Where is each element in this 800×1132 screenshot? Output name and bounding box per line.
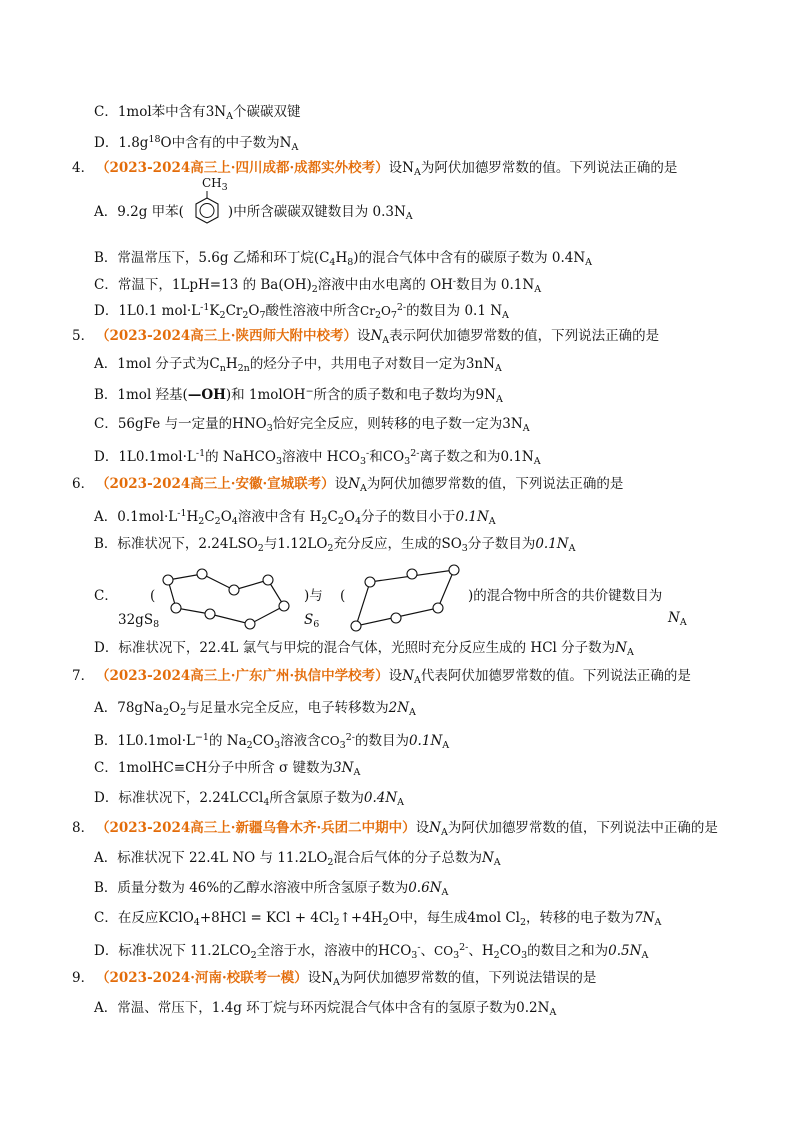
question-source: （2023-2024高三上·安徽·宣城联考） — [96, 476, 335, 492]
option-label: A． — [94, 204, 118, 220]
option-label: D． — [94, 640, 119, 656]
option-label: D． — [94, 449, 119, 465]
question-6-stem: 6． （2023-2024高三上·安徽·宣城联考）设$N_A$为阿伏加德罗常数的值，下列说法正确的是 — [72, 476, 624, 494]
q7-option-b: B．$1L0.1mol\cdot L^{-1}$的 $Na_2CO_3$溶液含$CO_3^{2-}$的数目为$0.1N_A$ — [94, 732, 450, 751]
q7-option-c: C．1molHC≡CH分子中所含 σ 键数为$3N_A$ — [94, 760, 361, 778]
q6-option-c-label — [94, 586, 118, 606]
q9-option-a: A．常温、常压下，1.4g 环丁烷与环丙烷混合气体中含有的氢原子数为$0.2N_A$ — [94, 1000, 557, 1018]
question-9-stem: 9． （2023-2024·河南·校联考一模）设$N_A$为阿伏加德罗常数的值，下列说法错误的是 — [72, 970, 597, 988]
question-number: 6． — [72, 476, 95, 492]
question-number: 8． — [72, 820, 95, 836]
option-label: B． — [94, 880, 118, 896]
s6-ring-structure — [350, 560, 468, 638]
question-source: （2023-2024高三上·四川成都·成都实外校考） — [96, 160, 389, 176]
toluene-structure: $CH_3$ — [190, 176, 240, 230]
option-label: D． — [94, 790, 119, 806]
option-label: A． — [94, 1000, 118, 1016]
q6-option-d: D．标准状况下，22.4L 氯气与甲烷的混合气体，光照时充分反应生成的 HCl 分子数为$N_A$ — [94, 640, 634, 658]
question-source: （2023-2024高三上·新疆乌鲁木齐·兵团二中期中） — [96, 820, 416, 836]
option-label: D． — [94, 135, 119, 151]
option-label: A． — [94, 356, 118, 372]
question-4-stem: 4． （2023-2024高三上·四川成都·成都实外校考）设$N_A$为阿伏加德罗常数的值。下列说法正确的是 — [72, 160, 678, 178]
q8-option-b: B．质量分数为 46%的乙醇水溶液中所含氢原子数为$0.6N_A$ — [94, 880, 449, 898]
question-source: （2023-2024高三上·陕西师大附中校考） — [96, 328, 357, 344]
q4-option-a: A．9.2g 甲苯( )中所含碳碳双键数目为 $0.3N_A$ — [94, 204, 413, 222]
q8-option-c: C．在反应KClO$_4$+8HCl = KCl + $4Cl_2↑+4H_2O$中，每生成4mol $Cl_2$，转移的电子数为$7N_A$ — [94, 910, 662, 928]
q7-option-a: A．$78gNa_2O_2$与足量水完全反应，电子转移数为$2N_A$ — [94, 700, 416, 718]
question-7-stem: 7． （2023-2024高三上·广东广州·执信中学校考）设$N_A$代表阿伏加德罗常数的值。下列说法正确的是 — [72, 668, 691, 686]
question-number: 7． — [72, 668, 95, 684]
option-label: C． — [94, 588, 118, 604]
s8-mass-label: $32gS_8$ — [118, 612, 160, 630]
q4-option-c: C．常温下，1LpH=13 的 $Ba(OH)_2$溶液中由水电离的 OH-数目为 $0.1N_A$ — [94, 276, 542, 295]
option-label: D． — [94, 943, 119, 959]
question-number: 9． — [72, 970, 95, 986]
question-number: 5． — [72, 328, 95, 344]
q5-option-a: A．1mol 分子式为$C_nH_{2n}$的烃分子中，共用电子对数目一定为$3nN_A$ — [94, 356, 502, 374]
q6-option-b: B．标准状况下，$2.24LSO_2$与$1.12LO_2$充分反应，生成的$SO_3$分子数目为$0.1N_A$ — [94, 536, 576, 554]
q7-option-d: D．标准状况下，2.24LCCl$_4$所含氯原子数为$0.4N_A$ — [94, 790, 405, 808]
option-label: B． — [94, 733, 118, 749]
option-label: C． — [94, 416, 118, 432]
option-label: C． — [94, 277, 118, 293]
q8-option-d: D．标准状况下 $11.2LCO_2$全溶于水，溶液中的$HCO_3^-$、$CO_3^{2-}$、$H_2CO_3$的数目之和为$0.5N_A$ — [94, 942, 649, 961]
q8-option-a: A．标准状况下 22.4L NO 与 $11.2LO_2$混合后气体的分子总数为$N_A$ — [94, 850, 501, 868]
q5-option-c: C．56gFe 与一定量的$HNO_3$恰好完全反应，则转移的电子数一定为$3N_A$ — [94, 416, 530, 434]
question-source: （2023-2024高三上·广东广州·执信中学校考） — [96, 668, 389, 684]
s6-label: $S_6$ — [304, 612, 320, 630]
s8-ring-structure — [158, 566, 298, 632]
option-label: A． — [94, 700, 118, 716]
q6-option-a: A．$0.1mol\cdot L^{-1}H_2C_2O_4$溶液中含有 $H_2C_2O_4$分子的数目小于$0.1N_A$ — [94, 508, 496, 527]
option-label: A． — [94, 509, 118, 525]
option-label: D． — [94, 303, 119, 319]
q4-option-d: D．1L0.1 $mol\cdot L^{-1}K_2Cr_2O_7$酸性溶液中所含$Cr_2O_7^{2-}$的数目为 0.1 $N_A$ — [94, 302, 509, 321]
question-source: （2023-2024·河南·校联考一模） — [96, 970, 308, 986]
q3-option-d: D．$1.8g^{18}O$中含有的中子数为$N_A$ — [94, 134, 299, 153]
q5-option-d: D．$1L0.1mol\cdot L^{-1}$的 NaHCO$_3$溶液中 $HCO_3^-$和$CO_3^{2-}$离子数之和为$0.1N_A$ — [94, 448, 541, 467]
question-5-stem: 5． （2023-2024高三上·陕西师大附中校考）设$N_A$表示阿伏加德罗常数的值，下列说法正确的是 — [72, 328, 660, 346]
q4-option-b: B．常温常压下，5.6g 乙烯和环丁烷$(C_4H_8)$的混合气体中含有的碳原子数为 $0.4N_A$ — [94, 250, 593, 268]
option-label: C． — [94, 760, 118, 776]
option-label: A． — [94, 850, 118, 866]
option-label: C． — [94, 910, 118, 926]
q3-option-c: C．1mol苯中含有$3N_A$个碳碳双键 — [94, 104, 301, 122]
question-8-stem: 8． （2023-2024高三上·新疆乌鲁木齐·兵团二中期中）设$N_A$为阿伏加德罗常数的值，下列说法中正确的是 — [72, 820, 718, 838]
option-label: B． — [94, 387, 118, 403]
option-label: B． — [94, 250, 118, 266]
exam-page: C．1mol苯中含有$3N_A$个碳碳双键 D．$1.8g^{18}O$中含有的中子数为$N_A$ 4． （2023-2024高三上·四川成都·成都实外校考）设$N_A$为阿伏加德罗常数的值。下列说法正确的是 A．9.2g 甲苯( )中所含碳碳双键数目为 $0.3N_A$ $CH_3$ B．常温常压下，5.6g 乙烯和环丁烷$(C_4H_8)$的混合气体中含有的碳原子数为 $0.4N_A$ C．常温下，1LpH=13 的 $Ba(OH)_2$溶液中由水电离的 OH-数目为 $0.1N_A$ D．1L0.1 $mol\cdot L^{-1}K_2Cr_2O_7$酸性溶液中所含$Cr_2O_7^{2-}$的数目为 0.1 $N_A$ 5． （2023-2024高三上·陕西师大附中校考）设$N_A$表示阿伏加德罗常数的值，下列说法正确的是 A．1mol 分子式为$C_nH_{2n}$的烃分子中，共用电子对数目一定为$3nN_A$ B．1mol 羟基(—OH)和 1molOH−所含的质子数和电子数均为$9N_A$ C．56gFe 与一定量的$HNO_3$恰好完全反应，则转移的电子数一定为$3N_A$ D．$1L0.1mol\cdot L^{-1}$的 NaHCO$_3$溶液中 $HCO_3^-$和$CO_3^{2-}$离子数之和为$0.1N_A$ 6． （2023-2024高三上·安徽·宣城联考）设$N_A$为阿伏加德罗常数的值，下列说法正确的是 A．$0.1mol\cdot L^{-1}H_2C_2O_4$溶液中含有 $H_2C_2O_4$分子的数目小于$0.1N_A$ B．标准状况下，$2.24LSO_2$与$1.12LO_2$充分反应，生成的$SO_3$分子数目为$0.1N_A$ C． ( $32gS_8$ )与 $S_6$ ( )的混合物中所含的共价键数目为 $N_A$ D．标准状况下，22.4L 氯气与甲烷的混合气体，光照时充分反应生成的 HCl 分子数为$N_A$ 7． （2023-2024高三上·广东广州·执信中学校考）设$N_A$代表阿伏加德罗常数的值。下列说法正确的是 A．$78gNa_2O_2$与足量水完全反应，电子转移数为$2N_A$ B．$1L0.1mol\cdot L^{-1}$的 $Na_2CO_3$溶液含$CO_3^{2-}$的数目为$0.1N_A$ C．1molHC≡CH分子中所含 σ 键数为$3N_A$ D．标准状况下，2.24LCCl$_4$所含氯原子数为$0.4N_A$ 8． （2023-2024高三上·新疆乌鲁木齐·兵团二中期中）设$N_A$为阿伏加德罗常数的值，下列说法中正确的是 A．标准状况下 22.4L NO 与 $11.2LO_2$混合后气体的分子总数为$N_A$ B．质量分数为 46%的乙醇水溶液中所含氢原子数为$0.6N_A$ C．在反应KClO$_4$+8HCl = KCl + $4Cl_2↑+4H_2O$中，每生成4mol $Cl_2$，转移的电子数为$7N_A$ D．标准状况下 $11.2LCO_2$全溶于水，溶液中的$HCO_3^-$、$CO_3^{2-}$、$H_2CO_3$的数目之和为$0.5N_A$ 9． （2023-2024·河南·校联考一模）设$N_A$为阿伏加德罗常数的值，下列说法错误的是 A．常温、常压下，1.4g 环丁烷与环丙烷混合气体中含有的氢原子数为$0.2N_A$ — [0, 0, 800, 1132]
option-label: B． — [94, 536, 118, 552]
option-label: C． — [94, 104, 118, 120]
q5-option-b: B．1mol 羟基(—OH)和 1molOH−所含的质子数和电子数均为$9N_A$ — [94, 386, 503, 405]
question-number: 4． — [72, 160, 95, 176]
